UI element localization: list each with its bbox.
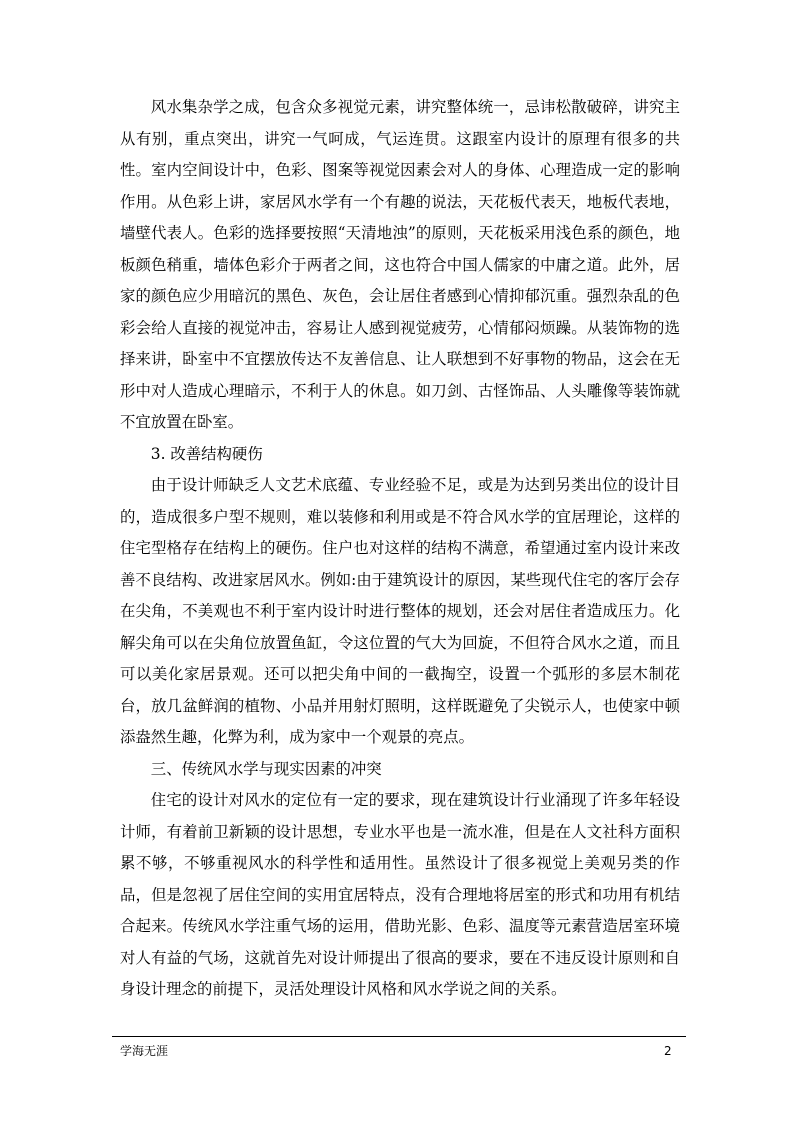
document-body — [120, 92, 680, 1006]
footer-divider — [112, 1036, 686, 1037]
page-number: 2 — [664, 1044, 672, 1058]
section-heading-structure: 3. 改善结构硬伤 — [150, 444, 263, 463]
paragraph-structure-defects: 由于设计师缺乏人文艺术底蕴、专业经验不足，或是为达到另类出位的设计目的，造成很多户型不规则，难以装修和利用或是不符合风水学的宜居理论，这样的住宅型格存在结构上的硬伤。住户也对这样的结构不满意，希望通过室内设计来改善不良结构、改进家居风水。例如:由于建筑设计的原因，某些现代住宅的客厅会存在尖角，不美观也不利于室内设计时进行整体的规划，还会对居住者造成压力。化解尖角可以在尖角位放置鱼缸，令这位置的气大为回旋，不但符合风水之道，而且可以美化家居景观。还可以把尖角中间的一截掏空，设置一个弧形的多层木制花台，放几盆鲜润的植物、小品并用射灯照明，这样既避免了尖锐示人，也使家中顿添盎然生趣，化弊为利，成为家中一个观景的亮点。 — [120, 476, 680, 746]
paragraph-fengshui-visual: 风水集杂学之成，包含众多视觉元素，讲究整体统一，忌讳松散破碎，讲究主从有别，重点突出，讲究一气呵成，气运连贯。这跟室内设计的原理有很多的共性。室内空间设计中，色彩、图案等视觉因素会对人的身体、心理造成一定的影响作用。从色彩上讲，家居风水学有一个有趣的说法，天花板代表天，地板代表地，墙壁代表人。色彩的选择要按照“天清地浊”的原则，天花板采用浅色系的颜色，地板颜色稍重，墙体色彩介于两者之间，这也符合中国人儒家的中庸之道。此外，居家的颜色应少用暗沉的黑色、灰色，会让居住者感到心情抑郁沉重。强烈杂乱的色彩会给人直接的视觉冲击，容易让人感到视觉疲劳，心情郁闷烦躁。从装饰物的选择来讲，卧室中不宜摆放传达不友善信息、让人联想到不好事物的物品，这会在无形中对人造成心理暗示，不利于人的休息。如刀剑、古怪饰品、人头雕像等装饰就不宜放置在卧室。 — [120, 98, 680, 431]
footer-motto: 学海无涯 — [120, 1044, 169, 1058]
section-heading-conflict: 三、传统风水学与现实因素的冲突 — [150, 759, 382, 778]
paragraph-conflict: 住宅的设计对风水的定位有一定的要求，现在建筑设计行业涌现了许多年轻设计师，有着前卫新颖的设计思想，专业水平也是一流水准，但是在人文社科方面积累不够，不够重视风水的科学性和适用性。虽然设计了很多视觉上美观另类的作品，但是忽视了居住空间的实用宜居特点，没有合理地将居室的形式和功用有机结合起来。传统风水学注重气场的运用，借助光影、色彩、温度等元素营造居室环境对人有益的气场，这就首先对设计师提出了很高的要求，要在不违反设计原则和自身设计理念的前提下，灵活处理设计风格和风水学说之间的关系。 — [120, 791, 680, 998]
